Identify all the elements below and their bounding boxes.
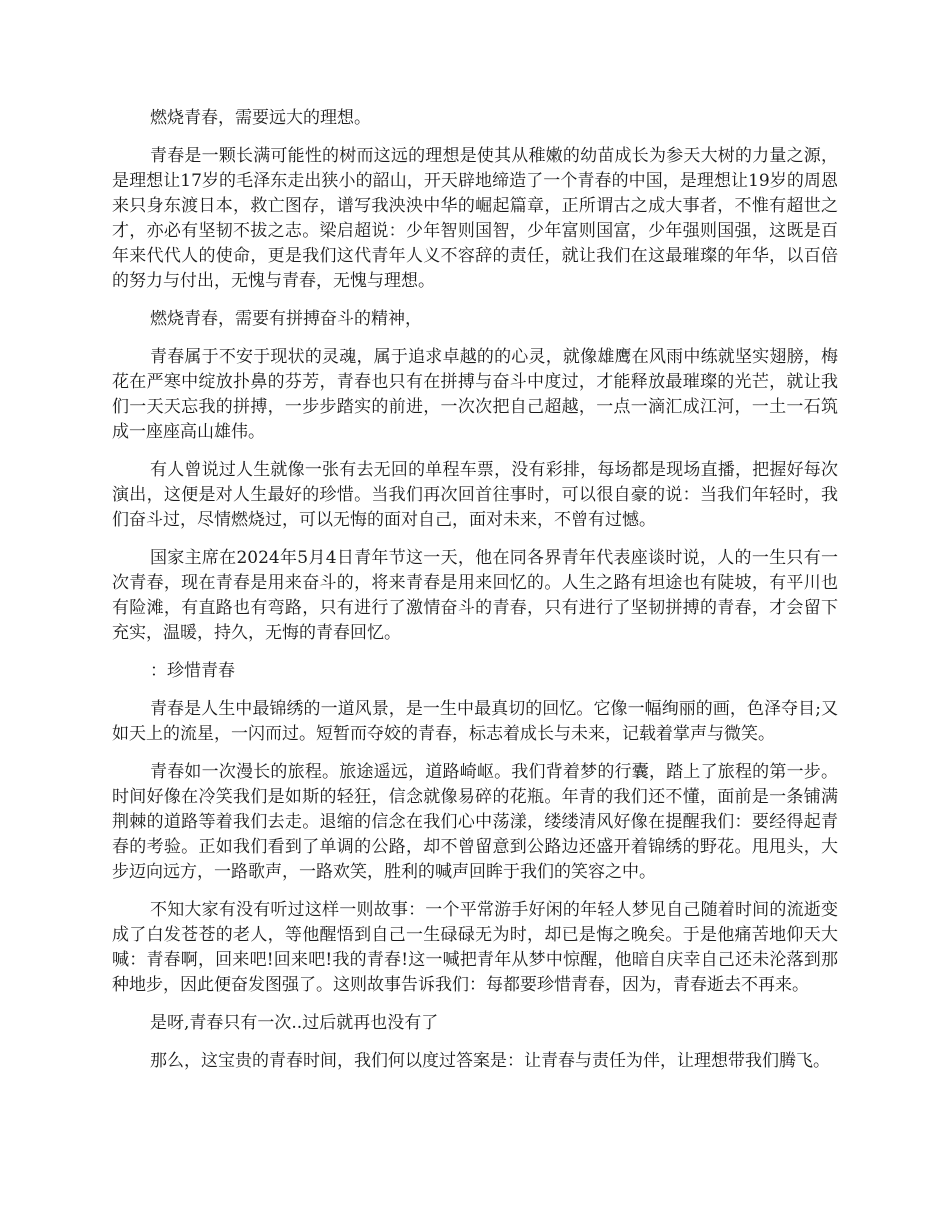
paragraph-conclusion: 那么，这宝贵的青春时间，我们何以度过答案是：让青春与责任为伴，让理想带我们腾飞。 — [150, 1051, 830, 1071]
paragraph-cherish-heading: ：珍惜青春 — [150, 661, 235, 681]
paragraph-youth-day: 国家主席在2024年5月4日青年节这一天，他在同各界青年代表座谈时说，人的一生只有一次青春，现在青春是用来奋斗的，将来青春是用来回忆的。人生之路有坦途也有陡坡，有平川也有险滩，有直路也有弯路，只有进行了激情奋斗的青春，只有进行了坚韧拼搏的青春，才会留下充实，温暖，持久，无悔的青春回忆。 — [112, 548, 838, 643]
paragraph-struggle-body: 青春属于不安于现状的灵魂，属于追求卓越的的心灵，就像雄鹰在风雨中练就坚实翅膀，梅花在严寒中绽放扑鼻的芬芳，青春也只有在拼搏与奋斗中度过，才能释放最璀璨的光芒，就让我们一天天忘我的拼搏，一步步踏实的前进，一次次把自己超越，一点一滴汇成江河，一土一石筑成一座座高山雄伟。 — [112, 347, 838, 442]
paragraph-one-way-ticket: 有人曾说过人生就像一张有去无回的单程车票，没有彩排，每场都是现场直播，把握好每次演出，这便是对人生最好的珍惜。当我们再次回首往事时，可以很自豪的说：当我们年轻时，我们奋斗过，尽情燃烧过，可以无悔的面对自己，面对未来，不曾有过憾。 — [112, 460, 838, 530]
paragraph-struggle-heading: 燃烧青春，需要有拼搏奋斗的精神， — [150, 309, 422, 329]
paragraph-scenery: 青春是人生中最锦绣的一道风景，是一生中最真切的回忆。它像一幅绚丽的画，色泽夺目;又如天上的流星，一闪而过。短暂而夺姣的青春，标志着成长与未来，记载着掌声与微笑。 — [112, 699, 838, 744]
paragraph-story: 不知大家有没有听过这样一则故事：一个平常游手好闲的年轻人梦见自己随着时间的流逝变成了白发苍苍的老人，等他醒悟到自己一生碌碌无为时，却已是悔之晚矣。于是他痛苦地仰天大喊：青春啊，回来吧!回来吧!我的青春!这一喊把青年从梦中惊醒，他暗自庆幸自己还未沦落到那种地步，因此便奋发图强了。这则故事告诉我们：每都要珍惜青春，因为，青春逝去不再来。 — [112, 900, 838, 995]
paragraph-ideal-heading: 燃烧青春，需要远大的理想。 — [150, 108, 371, 128]
paragraph-only-once: 是呀,青春只有一次..过后就再也没有了 — [150, 1013, 439, 1033]
paragraph-journey: 青春如一次漫长的旅程。旅途遥远，道路崎岖。我们背着梦的行囊，踏上了旅程的第一步。时间好像在冷笑我们是如斯的轻狂，信念就像易碎的花瓶。年青的我们还不懂，面前是一条铺满荆棘的道路等着我们去走。退缩的信念在我们心中荡漾，缕缕清风好像在提醒我们：要经得起青春的考验。正如我们看到了单调的公路，却不曾留意到公路边还盛开着锦绣的野花。甩甩头，大步迈向远方，一路歌声，一路欢笑，胜利的喊声回眸于我们的笑容之中。 — [112, 762, 838, 882]
paragraph-ideal-body: 青春是一颗长满可能性的树而这远的理想是使其从稚嫩的幼苗成长为参天大树的力量之源，是理想让17岁的毛泽东走出狭小的韶山，开天辟地缔造了一个青春的中国，是理想让19岁的周恩来只身东渡日本，救亡图存，谱写我泱泱中华的崛起篇章，正所谓古之成大事者，不惟有超世之才，亦必有坚韧不拔之志。梁启超说：少年智则国智，少年富则国富，少年强则国强，这既是百年来代代人的使命，更是我们这代青年人义不容辞的责任，就让我们在这最璀璨的年华，以百倍的努力与付出，无愧与青春，无愧与理想。 — [112, 146, 838, 291]
